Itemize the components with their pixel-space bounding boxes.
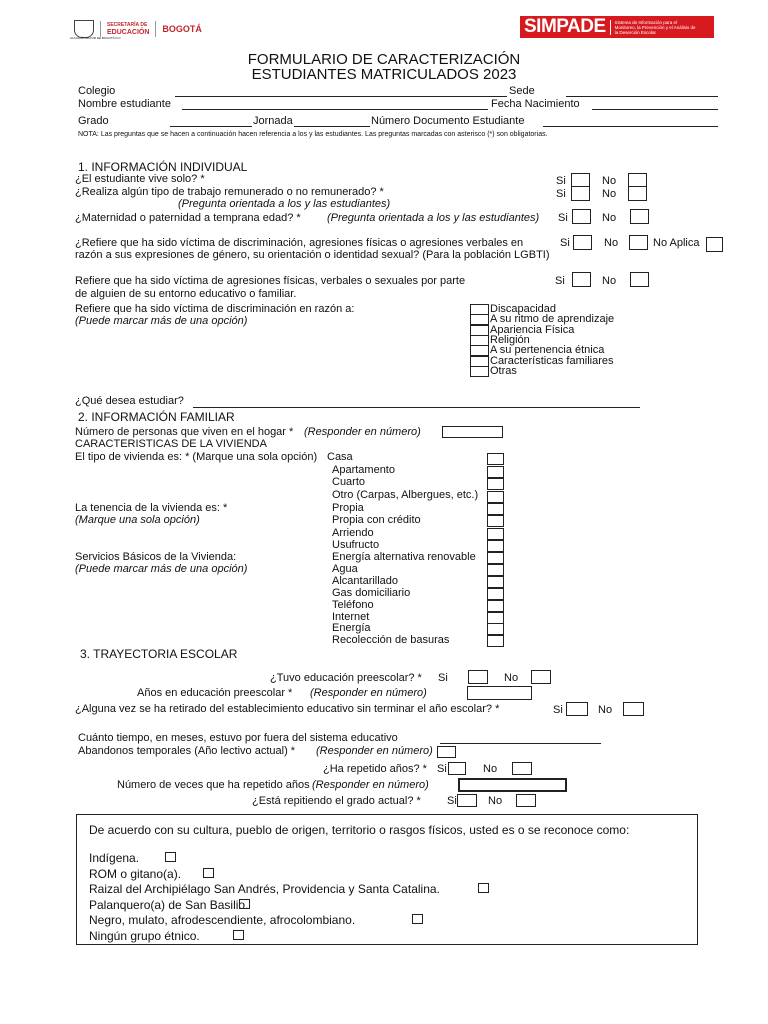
tipo-option-box[interactable] bbox=[487, 478, 504, 490]
anos-pre-box[interactable] bbox=[467, 686, 532, 700]
preescolar-si-box[interactable] bbox=[468, 670, 488, 684]
retirado-no-label: No bbox=[598, 704, 613, 716]
servicios-option-box[interactable] bbox=[487, 600, 504, 612]
repitiendo-label: ¿Está repitiendo el grado actual? * bbox=[252, 795, 421, 807]
simpade-desc: Sistema de Información para el Monitoreo, la Prevención y el Análisis de la Deserción Escolar bbox=[610, 20, 699, 35]
crest-caption: ALCALDÍA MAYOR DE BOGOTÁ D.C. bbox=[70, 36, 122, 40]
tipo-option-label: Otro (Carpas, Albergues, etc.) bbox=[332, 488, 479, 501]
abandonos-note: (Responder en número) bbox=[316, 745, 433, 757]
jornada-label: Jornada bbox=[253, 115, 293, 127]
form-title-line1: FORMULARIO DE CARACTERIZACIÓN bbox=[247, 51, 521, 68]
etnia-option-label: Ningún grupo étnico. bbox=[89, 929, 200, 943]
q7-label: ¿Qué desea estudiar? bbox=[75, 395, 184, 407]
repetido-label: ¿Ha repetido años? * bbox=[323, 763, 427, 775]
etnia-option-checkbox[interactable] bbox=[165, 852, 176, 862]
tenencia-option-box[interactable] bbox=[487, 528, 504, 540]
q3-si-box[interactable] bbox=[572, 209, 591, 224]
grado-label: Grado bbox=[78, 115, 109, 127]
tenencia-option-label: Arriendo bbox=[332, 526, 374, 539]
q5-label-a: Refiere que ha sido víctima de agresiones físicas, verbales o sexuales por parte bbox=[75, 275, 466, 287]
servicios-option-box[interactable] bbox=[487, 588, 504, 600]
q3-label: ¿Maternidad o paternidad a temprana edad? * bbox=[75, 212, 301, 224]
personas-label: Número de personas que viven en el hogar * bbox=[75, 426, 294, 438]
q4-noaplica-box[interactable] bbox=[706, 237, 723, 252]
tipo-option-box[interactable] bbox=[487, 453, 504, 465]
vivienda-heading: CARACTERISTICAS DE LA VIVIENDA bbox=[75, 438, 267, 450]
q4-no-box[interactable] bbox=[629, 235, 648, 250]
tiempo-label: Cuánto tiempo, en meses, estuvo por fuera del sistema educativo bbox=[78, 732, 398, 744]
q1-no-label: No bbox=[602, 175, 617, 187]
q4-si-box[interactable] bbox=[573, 235, 592, 250]
secretaria-line2: EDUCACIÓN bbox=[107, 29, 150, 36]
tenencia-option-box[interactable] bbox=[487, 515, 504, 527]
q6-option-label: Apariencia Física bbox=[490, 323, 575, 336]
tenencia-option-label: Propia bbox=[332, 502, 364, 514]
colegio-input[interactable] bbox=[175, 96, 507, 97]
q6-option-label: Discapacidad bbox=[490, 303, 557, 315]
repitiendo-si-box[interactable] bbox=[457, 794, 477, 807]
servicios-label: Servicios Básicos de la Vivienda: bbox=[75, 551, 237, 563]
anos-pre-label: Años en educación preescolar * bbox=[137, 687, 293, 699]
logo-divider bbox=[100, 21, 101, 37]
veces-note: (Responder en número) bbox=[312, 779, 429, 791]
retirado-label: ¿Alguna vez se ha retirado del establecimiento educativo sin terminar el año escolar? * bbox=[75, 703, 500, 715]
simpade-logo bbox=[520, 16, 714, 38]
documento-input[interactable] bbox=[543, 126, 718, 127]
q4-label-b: razón a sus expresiones de género, su orientación o identidad sexual? (Para la población LGBTI) bbox=[75, 249, 550, 261]
etnia-option-label: Indígena. bbox=[89, 851, 140, 865]
section2-title: 2. INFORMACIÓN FAMILIAR bbox=[78, 410, 235, 424]
sede-input[interactable] bbox=[566, 96, 718, 97]
preescolar-no-label: No bbox=[504, 672, 519, 684]
q6-label: Refiere que ha sido víctima de discriminación en razón a: bbox=[75, 303, 355, 315]
servicios-option-box[interactable] bbox=[487, 612, 504, 624]
form-title-line2: ESTUDIANTES MATRICULADOS 2023 bbox=[251, 66, 517, 83]
retirado-no-box[interactable] bbox=[623, 702, 644, 716]
sede-label: Sede bbox=[509, 85, 535, 97]
retirado-si-label: Si bbox=[553, 704, 563, 716]
servicios-option-box[interactable] bbox=[487, 576, 504, 588]
servicios-option-label: Energía bbox=[332, 622, 371, 635]
tenencia-option-label: Usufructo bbox=[332, 538, 380, 551]
fecha-label: Fecha Nacimiento bbox=[491, 98, 580, 110]
nombre-input[interactable] bbox=[182, 109, 488, 110]
servicios-option-box[interactable] bbox=[487, 552, 504, 564]
personas-note: (Responder en número) bbox=[304, 426, 421, 438]
servicios-option-label: Agua bbox=[332, 562, 358, 575]
q5-no-label: No bbox=[602, 275, 617, 287]
fecha-input[interactable] bbox=[592, 109, 718, 110]
preescolar-label: ¿Tuvo educación preescolar? * bbox=[270, 672, 422, 684]
q5-si-box[interactable] bbox=[572, 272, 591, 287]
q1-label: ¿El estudiante vive solo? * bbox=[75, 173, 205, 185]
repitiendo-no-label: No bbox=[488, 795, 503, 807]
veces-label: Número de veces que ha repetido años bbox=[117, 779, 310, 791]
etnia-option-checkbox[interactable] bbox=[239, 899, 250, 909]
abandonos-label: Abandonos temporales (Año lectivo actual) * bbox=[78, 745, 296, 757]
q6-option-label: A su pertenencia étnica bbox=[490, 344, 605, 357]
repetido-no-label: No bbox=[483, 763, 498, 775]
q6-option-label: Características familiares bbox=[490, 354, 614, 367]
retirado-si-box[interactable] bbox=[566, 702, 588, 716]
q2-no-box[interactable] bbox=[628, 186, 647, 201]
servicios-option-label: Energía alternativa renovable bbox=[332, 551, 476, 563]
nombre-label: Nombre estudiante bbox=[78, 98, 171, 110]
servicios-option-label: Recolección de basuras bbox=[332, 634, 450, 647]
servicios-option-label: Alcantarillado bbox=[332, 574, 399, 587]
etnia-option-label: Palanquero(a) de San Basilio. bbox=[89, 897, 249, 912]
q2-no-label: No bbox=[602, 188, 617, 200]
colegio-label: Colegio bbox=[78, 85, 116, 97]
jornada-input[interactable] bbox=[294, 126, 370, 127]
q6-option-box[interactable] bbox=[470, 366, 489, 377]
q6-option-label: Otras bbox=[490, 364, 517, 377]
preescolar-no-box[interactable] bbox=[531, 670, 551, 684]
q2-si-label: Si bbox=[556, 188, 566, 200]
etnia-option-checkbox[interactable] bbox=[478, 883, 489, 893]
q7-input[interactable] bbox=[193, 407, 640, 408]
servicios-option-label: Teléfono bbox=[332, 598, 374, 611]
section3-title: 3. TRAYECTORIA ESCOLAR bbox=[80, 647, 238, 661]
repitiendo-no-box[interactable] bbox=[516, 794, 536, 807]
repetido-no-box[interactable] bbox=[512, 762, 532, 775]
etnia-option-label: ROM o gitano(a). bbox=[89, 866, 182, 881]
bogota-logo: BOGOTÁ bbox=[162, 24, 202, 34]
q6-note: (Puede marcar más de una opción) bbox=[75, 315, 248, 327]
q2-si-box[interactable] bbox=[571, 186, 590, 201]
repetido-si-box[interactable] bbox=[448, 762, 466, 775]
simpade-name: SIMPADE bbox=[524, 16, 606, 37]
nota-text: NOTA: Las preguntas que se hacen a continuación hacen referencia a los y las estudiantes. Las preguntas marcadas con asterisco (*) son obligatorias. bbox=[78, 131, 548, 138]
q4-label-a: ¿Refiere que ha sido víctima de discriminación, agresiones físicas o agresiones verbales en bbox=[75, 237, 524, 249]
etnia-question: De acuerdo con su cultura, pueblo de origen, territorio o rasgos físicos, usted es o se reconoce como: bbox=[89, 823, 630, 837]
servicios-option-box[interactable] bbox=[487, 564, 504, 576]
q3-no-label: No bbox=[602, 212, 617, 224]
tipo-option-label: Apartamento bbox=[332, 463, 395, 476]
q5-no-box[interactable] bbox=[630, 272, 649, 287]
tipo-option-label: Cuarto bbox=[332, 476, 366, 488]
etnia-option-label: Negro, mulato, afrodescendiente, afrocolombiano. bbox=[89, 913, 356, 928]
grado-input[interactable] bbox=[170, 126, 252, 127]
servicios-note: (Puede marcar más de una opción) bbox=[75, 563, 248, 575]
secretaria-line1: SECRETARÍA DE bbox=[107, 22, 148, 28]
tipo-option-label: Casa bbox=[327, 451, 353, 463]
section1-title: 1. INFORMACIÓN INDIVIDUAL bbox=[78, 160, 248, 174]
tipo-label: El tipo de vivienda es: * (Marque una sola opción) bbox=[75, 451, 318, 463]
etnia-option-checkbox[interactable] bbox=[233, 930, 244, 940]
tipo-option-box[interactable] bbox=[487, 491, 504, 503]
q6-option-label: A su ritmo de aprendizaje bbox=[490, 313, 615, 326]
q6-option-label: Religión bbox=[490, 333, 530, 346]
q2-note: (Pregunta orientada a los y las estudiantes) bbox=[178, 198, 391, 210]
abandonos-box[interactable] bbox=[437, 746, 456, 758]
etnia-frame bbox=[76, 814, 698, 945]
veces-box[interactable] bbox=[458, 778, 567, 792]
etnia-option-checkbox[interactable] bbox=[412, 914, 423, 924]
tenencia-note: (Marque una sola opción) bbox=[75, 514, 200, 526]
q3-si-label: Si bbox=[558, 212, 568, 224]
q4-no-label: No bbox=[604, 237, 619, 249]
q3-no-box[interactable] bbox=[630, 209, 649, 224]
preescolar-si-label: Si bbox=[438, 672, 448, 684]
q1-si-label: Si bbox=[556, 175, 566, 187]
servicios-option-label: Gas domiciliario bbox=[332, 586, 411, 599]
logo-divider-2 bbox=[155, 21, 156, 37]
servicios-option-box[interactable] bbox=[487, 623, 504, 635]
repitiendo-si-label: Si bbox=[447, 795, 457, 807]
tenencia-option-box[interactable] bbox=[487, 503, 504, 515]
q2-label: ¿Realiza algún tipo de trabajo remunerado o no remunerado? * bbox=[75, 186, 384, 198]
anos-pre-note: (Responder en número) bbox=[310, 687, 427, 699]
servicios-option-label: Internet bbox=[332, 610, 370, 623]
etnia-option-label: Raizal del Archipiélago San Andrés, Providencia y Santa Catalina. bbox=[89, 882, 440, 897]
etnia-option-checkbox[interactable] bbox=[203, 868, 214, 878]
tenencia-option-label: Propia con crédito bbox=[332, 514, 421, 527]
servicios-option-box[interactable] bbox=[487, 635, 504, 647]
tenencia-label: La tenencia de la vivienda es: * bbox=[75, 502, 228, 514]
secretaria-logo bbox=[107, 22, 149, 36]
q3-note: (Pregunta orientada a los y las estudiantes) bbox=[327, 212, 540, 224]
q5-si-label: Si bbox=[555, 275, 565, 287]
tenencia-option-box[interactable] bbox=[487, 540, 504, 552]
personas-box[interactable] bbox=[442, 426, 503, 438]
documento-label: Número Documento Estudiante bbox=[371, 115, 525, 127]
q4-si-label: Si bbox=[560, 237, 570, 249]
repetido-si-label: Si bbox=[437, 763, 447, 775]
tiempo-input[interactable] bbox=[440, 743, 601, 744]
q4-noaplica-label: No Aplica bbox=[653, 237, 700, 249]
q5-label-b: de alguien de su entorno educativo o familiar. bbox=[75, 288, 297, 300]
tipo-option-box[interactable] bbox=[487, 466, 504, 478]
